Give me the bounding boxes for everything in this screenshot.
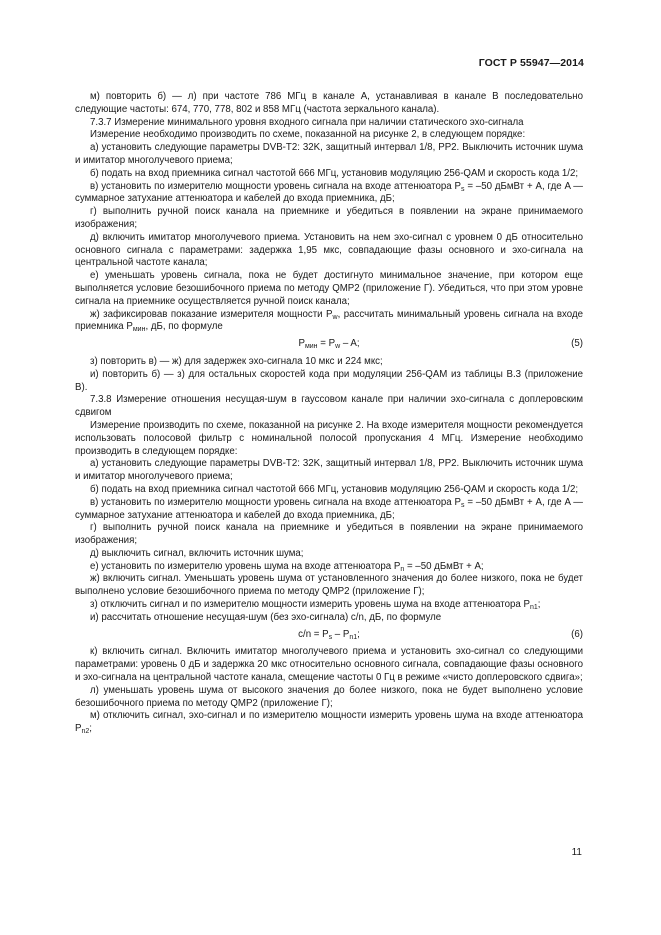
paragraph: д) включить имитатор многолучевого приема. Установить на нем эхо-сигнал с уровнем 0 дБ относительно основного сигнала с параметрами: задержка 1,95 мкс, совпадающие фазы основного и эхо-сигнала на центральной частоте канала; [75, 231, 583, 269]
paragraph: б) подать на вход приемника сигнал частотой 666 МГц, установив модуляцию 256-QAM и скорость кода 1/2; [90, 483, 579, 495]
paragraph: в) установить по измерителю мощности уровень сигнала на входе аттенюатора $P_s = -50$ дБмВт + A, где A — суммарное затухание аттенюатора и кабелей до входа приемника, дБ; [75, 496, 583, 521]
formula-expression: $P_{мин} = P_w - A$; [298, 338, 360, 351]
paragraph: г) выполнить ручной поиск канала на приемнике и убедиться в появлении на экране принимаемого изображения; [75, 206, 583, 230]
paragraph: Измерение производить по схеме, показанной на рисунке 2. На входе измерителя мощности рекомендуется использовать полосовой фильтр с номинальной полосой пропускания 4 МГц. Измерение необходимо производить в следующем порядке: [75, 419, 583, 457]
paragraph: б) подать на вход приемника сигнал частотой 666 МГц, установив модуляцию 256-QAM и скорость кода 1/2; [90, 167, 579, 179]
page-number: 11 [571, 847, 582, 858]
section-heading: 7.3.8 Измерение отношения несущая-шум в гауссовом канале при наличии эхо-сигнала с доплеровским сдвигом [75, 394, 583, 419]
paragraph: Измерение необходимо производить по схеме, показанной на рисунке 2, в следующем порядке: [90, 129, 526, 141]
paragraph: м) отключить сигнал, эхо-сигнал и по измерителю мощности измерить уровень шума на входе аттенюатора $P_{n2}$; [75, 710, 583, 736]
formula-number: (5) [571, 338, 583, 350]
paragraph: к) включить сигнал. Включить имитатор многолучевого приема и установить эхо-сигнал со следующими параметрами: уровень 0 дБ и задержка 20 мкс относительно основного сигнала, совпадающие фазы основного и эхо-сигнала на центральной частоте канала, смещение частоты 0 Гц в режиме «чисто доплеровского сдвига»; [75, 646, 583, 684]
paragraph: а) установить следующие параметры DVB-T2: 32K, защитный интервал 1/8, PP2. Выключить источник шума и имитатор многолучевого приема; [75, 142, 583, 166]
paragraph: и) рассчитать отношение несущая-шум (без эхо-сигнала) c/n, дБ, по формуле [90, 611, 442, 623]
paragraph: м) повторить б) — л) при частоте 786 МГц в канале A, устанавливая в канале B последовательно следующие частоты: 674, 770, 778, 802 и 858 МГц (частота зеркального канала). [75, 91, 583, 115]
paragraph: е) установить по измерителю уровень шума на входе аттенюатора $P_n = -50$ дБмВт + A; [90, 560, 484, 573]
formula-expression: $c/n = P_s - P_{n1}$; [298, 628, 360, 641]
formula-number: (6) [571, 628, 583, 640]
paragraph: ж) включить сигнал. Уменьшать уровень шума от установленного значения до более низкого, пока не будет выполнено условие безошибочного приема по методу QMP2 (приложение Г); [75, 573, 583, 598]
paragraph: л) уменьшать уровень шума от высокого значения до более низкого, пока не будет выполнено условие безошибочного приема по методу QMP2 (приложение Г); [75, 684, 583, 709]
formula-5 [75, 338, 583, 351]
paragraph: в) установить по измерителю мощности уровень сигнала на входе аттенюатора $P_s = -50$ дБмВт + A, где A — суммарное затухание аттенюатора и кабелей до входа приемника, дБ; [75, 180, 583, 205]
document-body [75, 91, 583, 736]
formula-6 [75, 629, 583, 642]
paragraph: а) установить следующие параметры DVB-T2: 32K, защитный интервал 1/8, PP2. Выключить источник шума и имитатор многолучевого приема; [75, 458, 583, 483]
section-heading: 7.3.7 Измерение минимального уровня входного сигнала при наличии статического эхо-сигнала [90, 116, 524, 128]
paragraph: д) выключить сигнал, включить источник шума; [90, 547, 304, 559]
paragraph: г) выполнить ручной поиск канала на приемнике и убедиться в появлении на экране принимаемого изображения; [75, 522, 583, 547]
document-header: ГОСТ Р 55947—2014 [478, 57, 584, 69]
paragraph: з) отключить сигнал и по измерителю мощности измерить уровень шума на входе аттенюатора $P_{n1}$; [90, 599, 541, 612]
paragraph: ж) зафиксировав показание измерителя мощности $P_w$, рассчитать минимальный уровень сигнала на входе приемника $P_{мин}$, дБ, по формуле [75, 308, 583, 334]
paragraph: з) повторить в) — ж) для задержек эхо-сигнала 10 мкс и 224 мкс; [90, 355, 383, 367]
paragraph: и) повторить б) — з) для остальных скоростей кода при модуляции 256-QAM из таблицы B.3 (приложение B). [75, 368, 583, 393]
paragraph: е) уменьшать уровень сигнала, пока не будет достигнуто минимальное значение, при котором еще выполняется условие безошибочного приема по методу QMP2 (приложение Г). Убедиться, что при этом уровне сигнала на приемнике осуществляется ручной поиск канала; [75, 270, 583, 307]
